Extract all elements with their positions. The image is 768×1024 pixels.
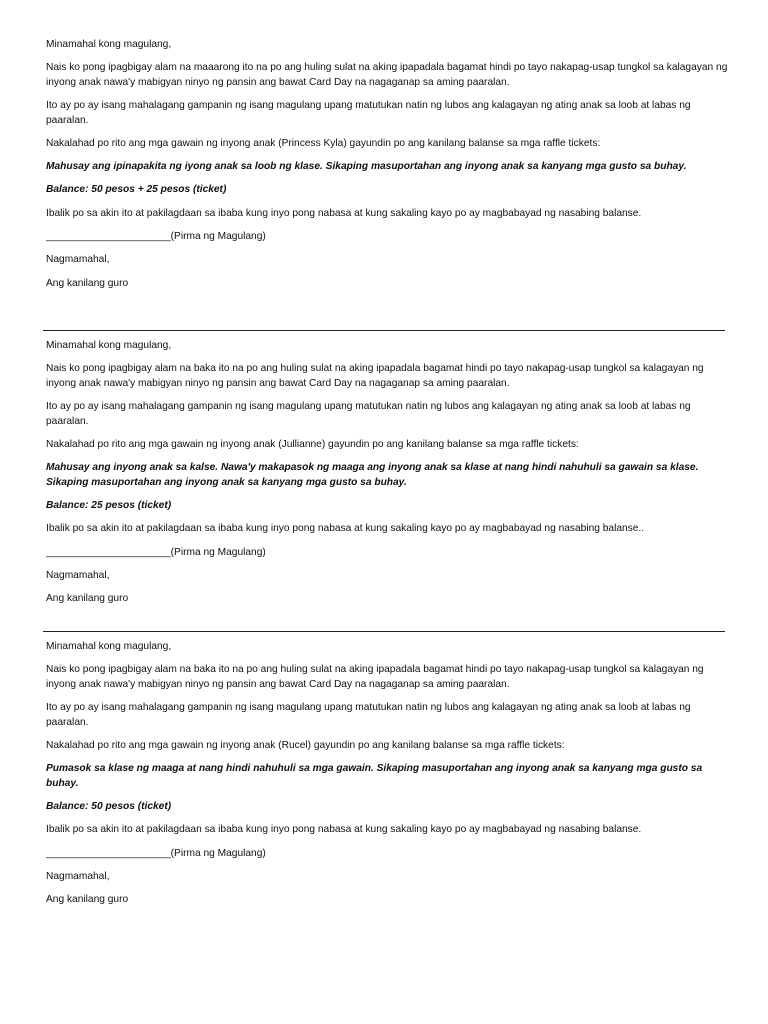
letter-request-paragraph: Ibalik po sa akin ito at pakilagdaan sa ibaba kung inyo pong nabasa at kung sakaling kayo po ay magbabayad ng nasabing balanse.: [46, 824, 642, 836]
letter-details-paragraph: Nakalahad po rito ang mga gawain ng inyong anak (Princess Kyla) gayundin po ang kanilang balanse sa mga raffle tickets:: [46, 137, 601, 149]
teacher-note: Mahusay ang inyong anak sa kalse. Nawa'y makapasok ng maaga ang inyong anak sa klase at nang hindi nahuhuli sa gawain sa klase. Sikaping masuportahan ang inyong anak sa kanyang mga gusto sa buhay.: [46, 462, 699, 488]
teacher-note: Pumasok sa klase ng maaga at nang hindi nahuhuli sa mga gawain. Sikaping masuportahan ang inyong anak sa kanyang mga gusto sa buhay.: [46, 763, 703, 789]
letter-greeting: Minamahal kong magulang,: [46, 340, 172, 351]
letter-request-paragraph: Ibalik po sa akin ito at pakilagdaan sa ibaba kung inyo pong nabasa at kung sakaling kayo po ay magbabayad ng nasabing balanse..: [46, 523, 645, 535]
balance-line: Balance: 25 pesos (ticket): [46, 499, 172, 511]
letter-role-paragraph: Ito ay po ay isang mahalagang gampanin ng isang magulang upang matutukan natin ng lubos ang kalagayan ng ating anak sa loob at labas ng paaralan.: [46, 100, 691, 126]
letter-closing: Nagmamahal,: [46, 254, 110, 266]
balance-line: Balance: 50 pesos (ticket): [46, 800, 172, 812]
letter-section: [46, 38, 730, 291]
letter-request-paragraph: Ibalik po sa akin ito at pakilagdaan sa ibaba kung inyo pong nabasa at kung sakaling kayo po ay magbabayad ng nasabing balanse.: [46, 207, 642, 219]
letter-greeting: Minamahal kong magulang,: [46, 39, 172, 50]
letter-details-paragraph: Nakalahad po rito ang mga gawain ng inyong anak (Jullianne) gayundin po ang kanilang balanse sa mga raffle tickets:: [46, 438, 579, 450]
parent-signature-line: ______________________(Pirma ng Magulang): [46, 847, 266, 859]
letter-intro-paragraph: Nais ko pong ipagbigay alam na maaarong ito na po ang huling sulat na aking ipapadala bagamat hindi po tayo nakapag-usap tungkol sa kalagayan ng inyong anak nawa'y mabigyan ninyo ng pansin ang bawat Card Day na nagaganap sa aming paaralan.: [46, 62, 728, 88]
section-divider: [43, 631, 725, 632]
letter-intro-paragraph: Nais ko pong ipagbigay alam na baka ito na po ang huling sulat na aking ipapadala bagamat hindi po tayo nakapag-usap tungkol sa kalagayan ng inyong anak nawa'y mabigyan ninyo ng pansin ang bawat Card Day na nagaganap sa aming paaralan.: [46, 664, 704, 690]
letter-sender: Ang kanilang guro: [46, 593, 129, 605]
letter-sender: Ang kanilang guro: [46, 277, 129, 289]
teacher-note: Mahusay ang ipinapakita ng iyong anak sa loob ng klase. Sikaping masuportahan ang inyong anak sa kanyang mga gusto sa buhay.: [46, 161, 687, 173]
letter-closing: Nagmamahal,: [46, 569, 110, 581]
letter-closing: Nagmamahal,: [46, 870, 110, 882]
letter-intro-paragraph: Nais ko pong ipagbigay alam na baka ito na po ang huling sulat na aking ipapadala bagamat hindi po tayo nakapag-usap tungkol sa kalagayan ng inyong anak nawa'y mabigyan ninyo ng pansin ang bawat Card Day na nagaganap sa aming paaralan.: [46, 363, 704, 389]
letter-sender: Ang kanilang guro: [46, 894, 129, 906]
parent-signature-line: ______________________(Pirma ng Magulang): [46, 546, 266, 558]
letter-role-paragraph: Ito ay po ay isang mahalagang gampanin ng isang magulang upang matutukan natin ng lubos ang kalagayan ng ating anak sa loob at labas ng paaralan.: [46, 401, 691, 427]
letter-section: [46, 339, 730, 607]
letter-greeting: Minamahal kong magulang,: [46, 641, 172, 652]
section-divider: [43, 330, 725, 331]
letter-role-paragraph: Ito ay po ay isang mahalagang gampanin ng isang magulang upang matutukan natin ng lubos ang kalagayan ng ating anak sa loob at labas ng paaralan.: [46, 702, 691, 728]
parent-signature-line: ______________________(Pirma ng Magulang): [46, 231, 266, 243]
balance-line: Balance: 50 pesos + 25 pesos (ticket): [46, 184, 227, 196]
letter-details-paragraph: Nakalahad po rito ang mga gawain ng inyong anak (Rucel) gayundin po ang kanilang balanse sa mga raffle tickets:: [46, 739, 565, 751]
letter-section: [46, 640, 730, 908]
